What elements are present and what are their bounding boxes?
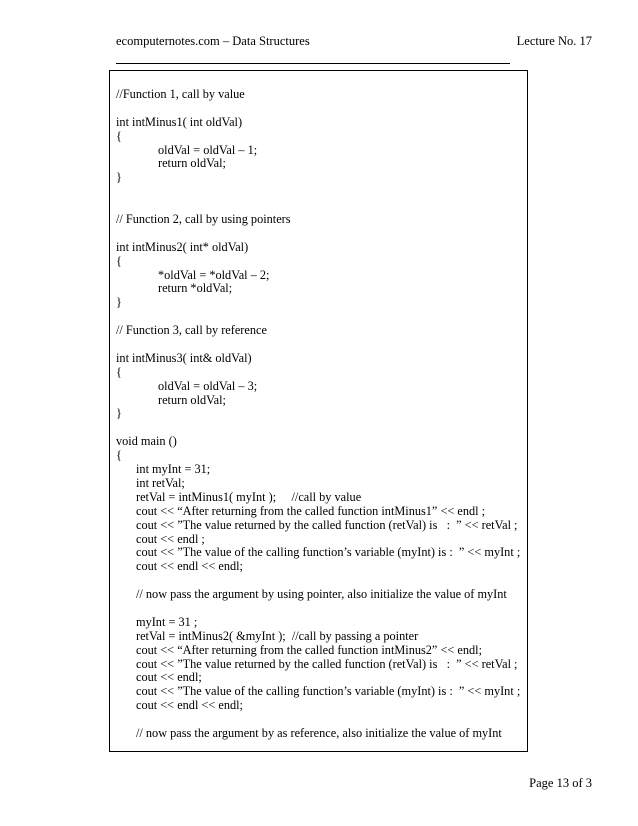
code-line: cout << “After returning from the called function intMinus2” << endl; [136,642,482,657]
code-line: cout << ”The value returned by the called function (retVal) is : ” << retVal ; [136,656,518,671]
code-line: { [116,128,122,143]
code-line: cout << “After returning from the called function intMinus1” << endl ; [136,503,486,518]
code-line: retVal = intMinus2( &myInt ); //call by passing a pointer [136,628,419,643]
page-header-right: Lecture No. 17 [516,34,592,48]
code-line: int retVal; [136,475,185,490]
code-line: cout << ”The value of the calling function’s variable (myInt) is : ” << myInt ; [136,545,521,560]
code-box [109,70,528,752]
code-line: { [116,364,122,379]
code-line: //Function 1, call by value [116,87,245,101]
code-line [116,185,523,199]
code-line: cout << endl ; [136,531,205,546]
code-line: oldVal = oldVal – 3; [158,378,258,393]
code-line: } [116,406,122,421]
code-line: int intMinus1( int oldVal) [116,114,243,129]
code-line: // Function 2, call by using pointers [116,212,291,227]
page-header-left: ecomputernotes.com – Data Structures [116,34,310,48]
code-line: cout << ”The value returned by the called function (retVal) is : ” << retVal ; [136,517,518,532]
code-line: retVal = intMinus1( myInt ); //call by value [136,489,362,504]
code-line: { [116,253,122,268]
code-line: return oldVal; [158,392,226,407]
code-line: } [116,295,122,310]
page-footer: Page 13 of 3 [529,776,592,790]
code-line: cout << ”The value of the calling function’s variable (myInt) is : ” << myInt ; [136,684,521,699]
code-line: { [116,448,122,463]
code-line [116,602,523,616]
header-rule [116,63,510,64]
code-line: int myInt = 31; [136,462,211,477]
code-line: int intMinus2( int* oldVal) [116,239,249,254]
code-line: // now pass the argument by as reference, also initialize the value of myInt [136,725,502,740]
code-line [116,227,523,241]
code-line [116,310,523,324]
code-line [116,713,523,727]
code-line [116,574,523,588]
code-line [116,102,523,116]
code-line: return *oldVal; [158,281,233,296]
code-line: myInt = 31 ; [136,614,198,629]
code-line: int intMinus3( int& oldVal) [116,350,252,365]
code-line: *oldVal = *oldVal – 2; [158,267,270,282]
code-line: } [116,170,122,185]
code-lines [116,88,523,741]
code-line [116,421,523,435]
code-line: // Function 3, call by reference [116,323,267,338]
code-line [116,338,523,352]
code-line: oldVal = oldVal – 1; [158,142,258,157]
code-line: cout << endl; [136,670,202,685]
code-line: cout << endl << endl; [136,559,243,574]
code-line [116,199,523,213]
code-line: cout << endl << endl; [136,698,243,713]
code-line: return oldVal; [158,156,226,171]
code-line: // now pass the argument by using pointer, also initialize the value of myInt [136,587,507,602]
code-line: void main () [116,434,177,449]
